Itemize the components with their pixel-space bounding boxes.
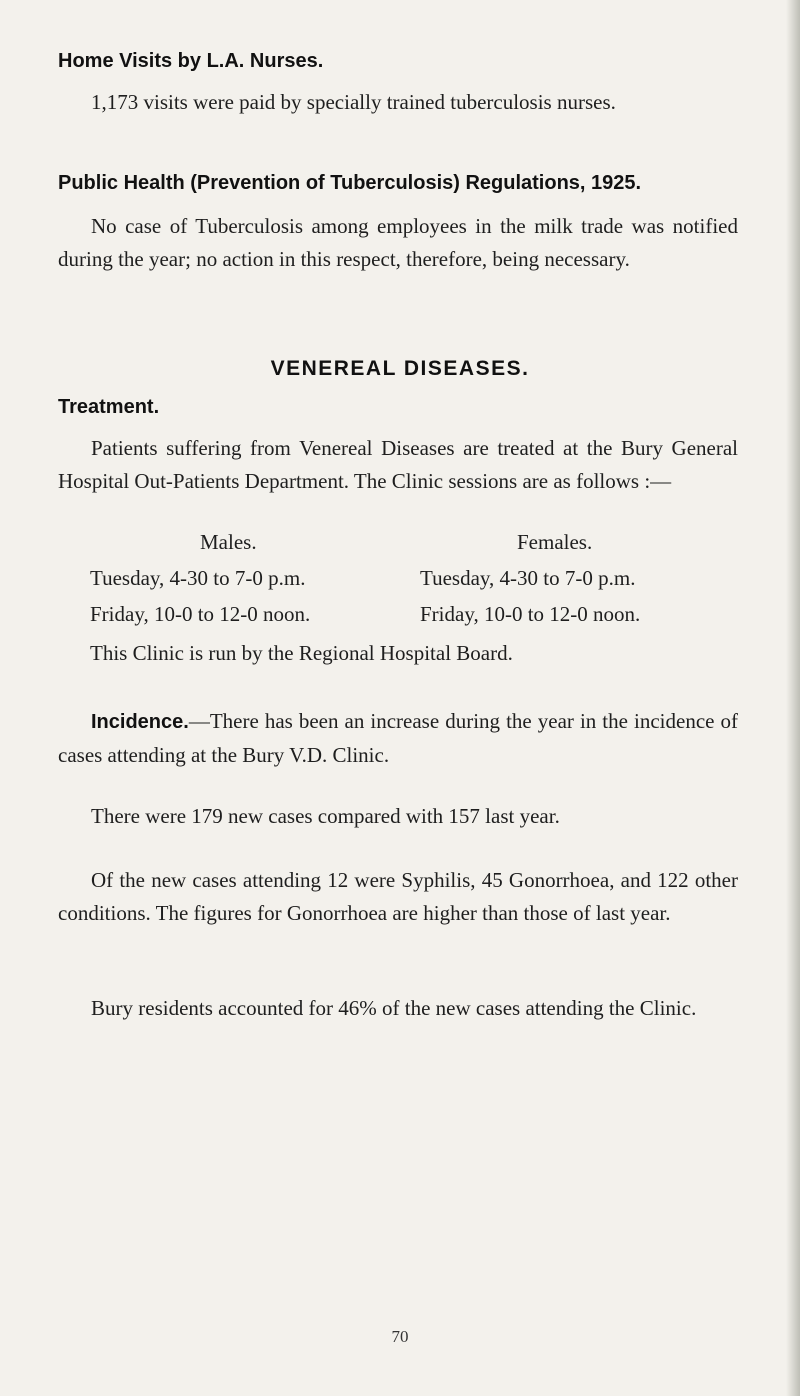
incidence-paragraph — [58, 705, 738, 772]
treatment-text: Patients suffering from Venereal Diseases are treated at the Bury General Hospital Out-Patients Department. The Clinic sessions are as follows :— — [58, 436, 738, 493]
regulations-paragraph — [58, 210, 738, 276]
new-cases-text: There were 179 new cases compared with 157 last year. — [91, 804, 560, 828]
breakdown-paragraph — [58, 864, 738, 930]
new-cases-paragraph — [58, 800, 738, 833]
residents-text: Bury residents accounted for 46% of the new cases attending the Clinic. — [91, 996, 697, 1020]
page-number: 70 — [391, 1327, 409, 1346]
males-session: Tuesday, 4-30 to 7-0 p.m. — [90, 566, 306, 590]
residents-paragraph — [58, 992, 738, 1025]
males-session: Friday, 10-0 to 12-0 noon. — [90, 602, 311, 626]
males-header: Males. — [200, 530, 257, 554]
regulations-text: No case of Tuberculosis among employees in the milk trade was notified during the year; no action in this respect, therefore, being necessary. — [58, 214, 738, 271]
females-header: Females. — [517, 530, 593, 554]
incidence-text: —There has been an increase during the year in the incidence of cases attending at the Bury V.D. Clinic. — [58, 709, 738, 767]
treatment-paragraph — [58, 432, 738, 498]
home-visits-paragraph — [58, 86, 738, 119]
home-visits-text: 1,173 visits were paid by specially trained tuberculosis nurses. — [91, 90, 616, 114]
incidence-heading: Incidence. — [91, 711, 189, 733]
regulations-heading: Public Health (Prevention of Tuberculosis) Regulations, 1925. — [58, 172, 642, 194]
home-visits-heading: Home Visits by L.A. Nurses. — [58, 50, 324, 72]
venereal-diseases-heading: VENEREAL DISEASES. — [270, 357, 530, 380]
clinic-note: This Clinic is run by the Regional Hospital Board. — [90, 641, 513, 665]
breakdown-text: Of the new cases attending 12 were Syphilis, 45 Gonorrhoea, and 122 other conditions. The figures for Gonorrhoea are higher than those of last year. — [58, 868, 738, 925]
treatment-heading: Treatment. — [58, 396, 160, 418]
females-session: Tuesday, 4-30 to 7-0 p.m. — [420, 566, 636, 590]
females-session: Friday, 10-0 to 12-0 noon. — [420, 602, 641, 626]
page-edge-shadow — [786, 0, 800, 1396]
